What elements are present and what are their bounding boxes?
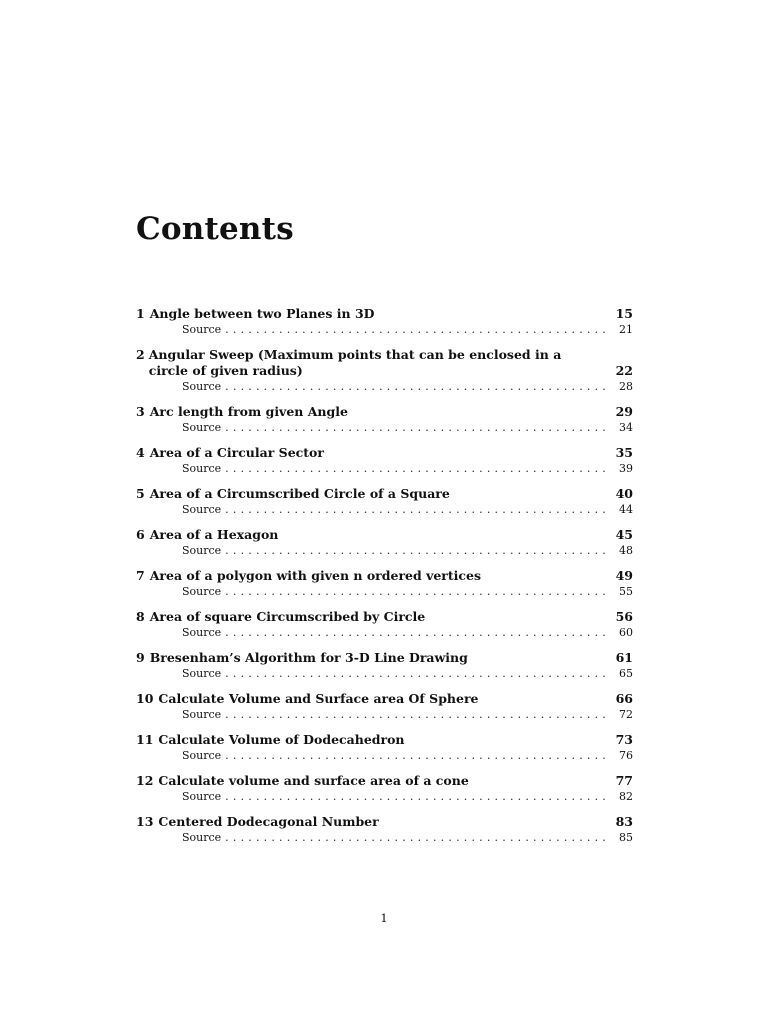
chapter-number: 4 <box>136 445 145 460</box>
dot-leader <box>225 584 609 600</box>
chapter-page-number: 22 <box>615 363 633 378</box>
source-label: Source <box>182 790 222 803</box>
toc-entry <box>136 691 633 723</box>
toc-source-row[interactable] <box>136 666 633 682</box>
toc-source-row[interactable] <box>136 461 633 477</box>
toc-entry <box>136 568 633 600</box>
toc-entry <box>136 486 633 518</box>
chapter-page-number: 61 <box>615 650 633 665</box>
chapter-number: 11 <box>136 732 154 747</box>
dot-leader <box>225 789 609 805</box>
dot-leader <box>225 379 609 395</box>
page-title: Contents <box>136 211 294 247</box>
chapter-number: 8 <box>136 609 145 624</box>
source-label: Source <box>182 503 222 516</box>
chapter-number: 2 <box>136 347 145 362</box>
toc-chapter-row[interactable] <box>136 691 633 707</box>
chapter-title: Area of a polygon with given n ordered vertices <box>149 568 481 583</box>
chapter-number: 10 <box>136 691 154 706</box>
chapter-page-number: 66 <box>615 691 633 706</box>
source-page-number: 28 <box>619 380 633 393</box>
toc-source-row[interactable] <box>136 584 633 600</box>
chapter-page-number: 56 <box>615 609 633 624</box>
dot-leader <box>225 502 609 518</box>
chapter-title: Calculate Volume and Surface area Of Sphere <box>158 691 479 706</box>
chapter-page-number: 83 <box>615 814 633 829</box>
toc-source-row[interactable] <box>136 789 633 805</box>
dot-leader <box>225 420 609 436</box>
chapter-number: 12 <box>136 773 154 788</box>
toc-chapter-row[interactable] <box>136 773 633 789</box>
toc-entry <box>136 347 633 395</box>
toc-chapter-row[interactable] <box>136 568 633 584</box>
source-page-number: 76 <box>619 749 633 762</box>
toc-entry <box>136 732 633 764</box>
toc-source-row[interactable] <box>136 830 633 846</box>
chapter-title: Area of a Circular Sector <box>149 445 324 460</box>
toc-chapter-row[interactable] <box>136 650 633 666</box>
toc-chapter-row[interactable] <box>136 527 633 543</box>
source-label: Source <box>182 585 222 598</box>
chapter-title: Arc length from given Angle <box>149 404 348 419</box>
source-page-number: 72 <box>619 708 633 721</box>
dot-leader <box>225 322 609 338</box>
chapter-number: 3 <box>136 404 145 419</box>
source-label: Source <box>182 831 222 844</box>
chapter-page-number: 40 <box>615 486 633 501</box>
toc-entry <box>136 404 633 436</box>
chapter-page-number: 73 <box>615 732 633 747</box>
chapter-title: Angular Sweep (Maximum points that can be enclosed in a circle of given radius) <box>148 347 562 378</box>
chapter-number: 1 <box>136 306 145 321</box>
toc-entry <box>136 814 633 846</box>
toc-source-row[interactable] <box>136 625 633 641</box>
source-page-number: 48 <box>619 544 633 557</box>
toc-source-row[interactable] <box>136 502 633 518</box>
chapter-title: Calculate volume and surface area of a cone <box>158 773 469 788</box>
source-label: Source <box>182 626 222 639</box>
source-label: Source <box>182 462 222 475</box>
chapter-page-number: 15 <box>615 306 633 321</box>
chapter-page-number: 45 <box>615 527 633 542</box>
chapter-title: Area of a Circumscribed Circle of a Square <box>149 486 450 501</box>
source-page-number: 85 <box>619 831 633 844</box>
toc-source-row[interactable] <box>136 322 633 338</box>
toc-entry <box>136 609 633 641</box>
page-number-footer: 1 <box>380 911 388 925</box>
dot-leader <box>225 666 609 682</box>
source-page-number: 60 <box>619 626 633 639</box>
source-label: Source <box>182 421 222 434</box>
toc-chapter-row[interactable] <box>136 486 633 502</box>
toc-chapter-row[interactable] <box>136 609 633 625</box>
toc-chapter-row[interactable] <box>136 445 633 461</box>
dot-leader <box>225 543 609 559</box>
source-page-number: 82 <box>619 790 633 803</box>
chapter-title: Area of a Hexagon <box>149 527 279 542</box>
toc-entry <box>136 650 633 682</box>
toc-source-row[interactable] <box>136 379 633 395</box>
dot-leader <box>225 625 609 641</box>
chapter-page-number: 35 <box>615 445 633 460</box>
toc-entry <box>136 773 633 805</box>
toc-chapter-row[interactable] <box>136 404 633 420</box>
chapter-number: 5 <box>136 486 145 501</box>
toc-source-row[interactable] <box>136 420 633 436</box>
source-page-number: 65 <box>619 667 633 680</box>
chapter-page-number: 29 <box>615 404 633 419</box>
toc-source-row[interactable] <box>136 707 633 723</box>
dot-leader <box>225 830 609 846</box>
chapter-number: 13 <box>136 814 154 829</box>
toc-entry <box>136 306 633 338</box>
dot-leader <box>225 748 609 764</box>
source-page-number: 39 <box>619 462 633 475</box>
source-page-number: 55 <box>619 585 633 598</box>
toc-entry <box>136 527 633 559</box>
chapter-page-number: 77 <box>615 773 633 788</box>
source-page-number: 34 <box>619 421 633 434</box>
toc-chapter-row[interactable] <box>136 732 633 748</box>
toc-chapter-row[interactable] <box>136 347 633 379</box>
chapter-number: 9 <box>136 650 145 665</box>
toc-entry <box>136 445 633 477</box>
toc-source-row[interactable] <box>136 543 633 559</box>
table-of-contents <box>136 306 633 855</box>
chapter-number: 7 <box>136 568 145 583</box>
toc-source-row[interactable] <box>136 748 633 764</box>
source-label: Source <box>182 323 222 336</box>
dot-leader <box>225 461 609 477</box>
source-page-number: 21 <box>619 323 633 336</box>
source-label: Source <box>182 708 222 721</box>
chapter-title: Calculate Volume of Dodecahedron <box>158 732 405 747</box>
source-label: Source <box>182 667 222 680</box>
chapter-title: Area of square Circumscribed by Circle <box>149 609 426 624</box>
toc-chapter-row[interactable] <box>136 306 633 322</box>
dot-leader <box>225 707 609 723</box>
source-label: Source <box>182 749 222 762</box>
chapter-number: 6 <box>136 527 145 542</box>
chapter-page-number: 49 <box>615 568 633 583</box>
toc-chapter-row[interactable] <box>136 814 633 830</box>
source-label: Source <box>182 380 222 393</box>
chapter-title: Centered Dodecagonal Number <box>158 814 379 829</box>
source-page-number: 44 <box>619 503 633 516</box>
chapter-title: Bresenham’s Algorithm for 3-D Line Drawing <box>149 650 468 665</box>
source-label: Source <box>182 544 222 557</box>
chapter-title: Angle between two Planes in 3D <box>149 306 375 321</box>
